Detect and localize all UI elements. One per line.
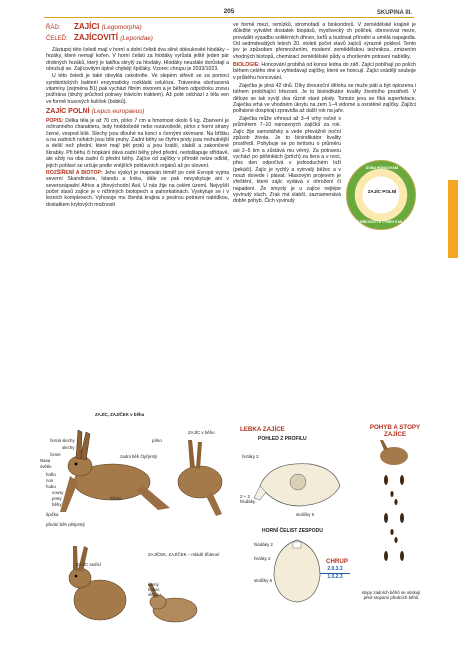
label-spicka: špička	[46, 512, 59, 517]
paragraph-litters: Zaječka může vrhnout až 3–4 vrhy ročně s průměrem 7–10 narozených zajíčků za rok. Zajíc žije samotářsky a vede převážně noční způsob života. Je to bioindikátor kvality prostředí. Pohybuje se po teritoriu o průměru asi 2–5 km a zůstává mu věrný. Za potravou vychází po pěšinkách (prtích) za šera a v noci, přes den odpočívá v jednoduchém loži (pekáči). Zajíc je rychlý a vytrvalý běžec a v nouzi dovede i plavat. Hlasovým projevem je vřeštění, které zajíc vydává v ohrožení či napadení. Že smysly je u zajíce nejlépe vyvinutý sluch. Zrak má slabší, zaznamenává dobře pohyb. Čich vyvinutý	[233, 115, 341, 205]
label-young-konec: konec	[148, 587, 160, 592]
label-hubu: hubu	[46, 484, 56, 489]
paragraph-popis	[46, 118, 229, 169]
label-vousy: vousy	[52, 490, 64, 495]
label-pirko: pírko	[152, 438, 162, 443]
order-name-text: ZAJÍCI	[74, 22, 100, 31]
label-hrdlo: hrdlo	[46, 472, 56, 477]
running-head: SKUPINA III.	[376, 10, 412, 16]
rozsireni-label: ROZŠÍŘENÍ A BIOTOP:	[46, 169, 103, 176]
family-name-text: ZAJÍCOVITÍ	[74, 33, 119, 42]
label-cerna-slechy: černá slechy	[50, 438, 75, 443]
wrap-block	[233, 115, 416, 224]
paragraph-teeth: Zástupci této čeledi mají v horní a dolní čelisti dva silné obloukovité hlodáky – řezáky, které nemají kořen. V horní čelisti za hlodáky vyrůstá ještě jeden pár drobných řezáků, který je takřka skrytý za hlodáky. Hlodáky neustále dorůstají a obrušují se. Zajícovitým úplně chybějí špičáky. Vzorec chrupu je 2033/1023.	[46, 47, 229, 73]
popis-label: POPIS:	[46, 118, 64, 125]
wrap-text	[233, 116, 341, 205]
order-name	[74, 22, 142, 32]
tracks-drawing	[366, 440, 426, 580]
circle-center-label: ZAJÍC POLNÍ	[367, 188, 397, 194]
label-young-cerny: černý	[148, 582, 159, 587]
chrup-formula-top: 2.0.3.3	[327, 566, 343, 572]
circle-arc-top: DOBA HONCOVÁNÍ	[365, 165, 399, 170]
skull-label-hlodaky: 2 + 2 hlodáky	[240, 494, 256, 504]
skull-label-rezaky: řezáky 2	[242, 454, 259, 459]
left-column	[46, 22, 229, 209]
sitting-hare-figure	[69, 546, 126, 620]
hare-main-title: ZAJÍC, ZAJÍČEK v běhu	[95, 412, 145, 417]
skull-title: LEBKA ZAJÍCE	[240, 426, 285, 433]
family-latin: (Leporidae)	[120, 35, 153, 42]
label-slechy: slechy	[62, 445, 75, 450]
label-prsty: prsty	[52, 496, 62, 501]
section-title-text: ZAJÍC POLNÍ	[46, 108, 90, 116]
jaw-label-rezaky: řezáky 2	[254, 556, 271, 561]
paragraph-biologie	[233, 62, 416, 81]
skull-label-stolicky: stoličky 5	[296, 512, 315, 517]
order-row	[46, 22, 229, 33]
rozsireni-text: Jeho výskyt je mapován téměř po celé Evropě vyjma severní Skandinávie, Islandu a Irska, dále se pak nevyskytuje ani v severozápadní Africe a jihovýchodní Asii. U nás žije na celém území. Nejvyšší počet stavů zajíce je v nížinných biotopech a pahorkatinách. Vyskytuje se i v lesních komplexech. Vyhovuje mu členitá krajina s pestrou potravní nabídkou, dostatkem krytových možností	[46, 169, 229, 208]
order-latin: (Legomorpha)	[101, 24, 142, 31]
section-latin: (Lepus europaeus)	[91, 108, 145, 116]
paragraph-habitat: ve formě mezí, remízků, stromořadí a biokoridorů. V zemědělské krajině je důležité vytvářet dostatek biopásů, myslivecký ch políček, obnovovat meze, provádět výsadbu solitérních dřevin, keřů a budovat přírodní a umělá napajedla. Od sedmdesátých letech 20. století počet stavů zajíců výrazně poklesl. Tento jev je způsoben přemnožením, moderní zemědělskou technikou, zmizením vhodných biotopů, chemizací zemědělské půdy a zhoršením potravní nabídky.	[233, 22, 416, 60]
label-young-hare: ZAJÍČEK, ZAJÍČEK – mládě třídenní	[148, 552, 220, 557]
label-ceme: čemé	[50, 452, 61, 457]
paragraph-cecotrophy: U této čeledi je také obvyklá cekotrofie. Ve slepém střevě se za pomoci symbiotických bakterií enzymaticky rozkládá celulóza. Trávenina obohacená vitamíny (zejména B1) pak vychází řitním otvorem a je během odpočinku znovu požírána (druhý průchod potravy trávicím traktem). Až poté odchází z těla ven ve formě trusových kuliček (bobků).	[46, 73, 229, 105]
chrup-formula-bottom: 1.0.2.3	[320, 573, 350, 580]
hare-illustration-area	[40, 412, 230, 642]
paragraph-rozsireni	[46, 170, 229, 208]
order-label: ŘÁD:	[46, 25, 61, 31]
skull-profile-sub: POHLED Z PROFILU	[258, 436, 307, 442]
label-zajic-v-behu: ZAJÍC v běhu	[188, 430, 215, 435]
thumb-tab	[448, 180, 458, 258]
page-number: 205	[223, 8, 235, 15]
right-column	[233, 22, 416, 224]
breeding-cycle-diagram	[346, 160, 416, 230]
label-bricho: břicho	[110, 496, 122, 501]
label-zajic-sedici: ZAJÍC sedící	[76, 562, 102, 567]
tracks-caption: stopy zadních běhů se otiskují před stopami předních běhů	[361, 590, 421, 600]
chrup-title: CHRUP	[326, 558, 349, 565]
family-name	[74, 33, 153, 43]
label-nos: nos	[46, 478, 54, 483]
family-label: ČELEĎ:	[46, 36, 68, 42]
jaw-label-hlodaky: hlodáky 2	[254, 542, 273, 547]
circle-arc-bottom: DOBA BŘEZOSTI A TÝDEN S MLÁĎATY	[348, 219, 416, 224]
section-title-zajic	[46, 108, 229, 116]
jaw-sub: HORNÍ ČELIST ZESPODU	[262, 528, 323, 534]
label-behy: běhy	[52, 502, 62, 507]
label-young-slechu: slechu	[148, 592, 161, 597]
label-zadni-beh: zadní běh čtyřprstý	[120, 454, 158, 459]
paragraph-pregnancy: Zaječka je plná 42 dnů. Díky dvouroční dělohu se muže páti a být oplozena i během probíhající březosti. Je to bioindikátor kvality životního prostředí. V děloze se tak vyvíjí dva různě staré plody. Tomuto jevu se říká superfetace. Zaječka vrhá ve vhodném úkrytu na zem 1–4 vidomé a osrstěné zajíčky. Zajíčci polhávné dospívají zpravidla až další rok na jaře.	[233, 83, 416, 115]
jaw-label-stolicky: stoličky 6	[254, 578, 273, 583]
family-row	[46, 33, 229, 44]
popis-text: Délka těla je až 70 cm, pírko 7 cm a hmotnost okolo 6 kg. Zbarvení je ochranného charakteru, tedy hnědošedé nebo rezavošedé, pírko z horní strany černé, vespod bílé. Slechy jsou dlouhé na konci s černými skvrnami. Na bříšku a na zadních nohách jsou bílé pruhy. Zadní běhy se čtyřmi prsty jsou mohutnější a delší než přední, které mají pět prstů a jsou kratší, slabší a zakončené škrabky. Při běhu či hopkání dává zadní běhy před přední, nedošlapuje střídavě, ale vždy na oba zadní či přední běhy. Zajíce od zajíčky v přírodě nelze odlišit, jejich pohlaví se určuje podle vnějších pohlavních orgánů až po ulovení.	[46, 118, 229, 169]
label-nava: Nava	[40, 458, 51, 463]
top-rule	[44, 17, 414, 18]
running-hare-right-figure	[178, 440, 222, 516]
tracks-title: POHYB A STOPY ZAJÍCE	[369, 424, 421, 438]
biologie-label: BIOLOGIE:	[233, 62, 260, 69]
label-svetlo: světlo	[40, 464, 52, 469]
label-predni-beh: přední běh pětiprstý	[46, 522, 85, 527]
biologie-text: Honcování probíhá od konce ledna do září. Zajíci pobíhají po polích během celého dne a vyhledávají zajíčky, které se honcují. Zajíci svádějí souboje v průběhu honcování.	[233, 62, 416, 81]
